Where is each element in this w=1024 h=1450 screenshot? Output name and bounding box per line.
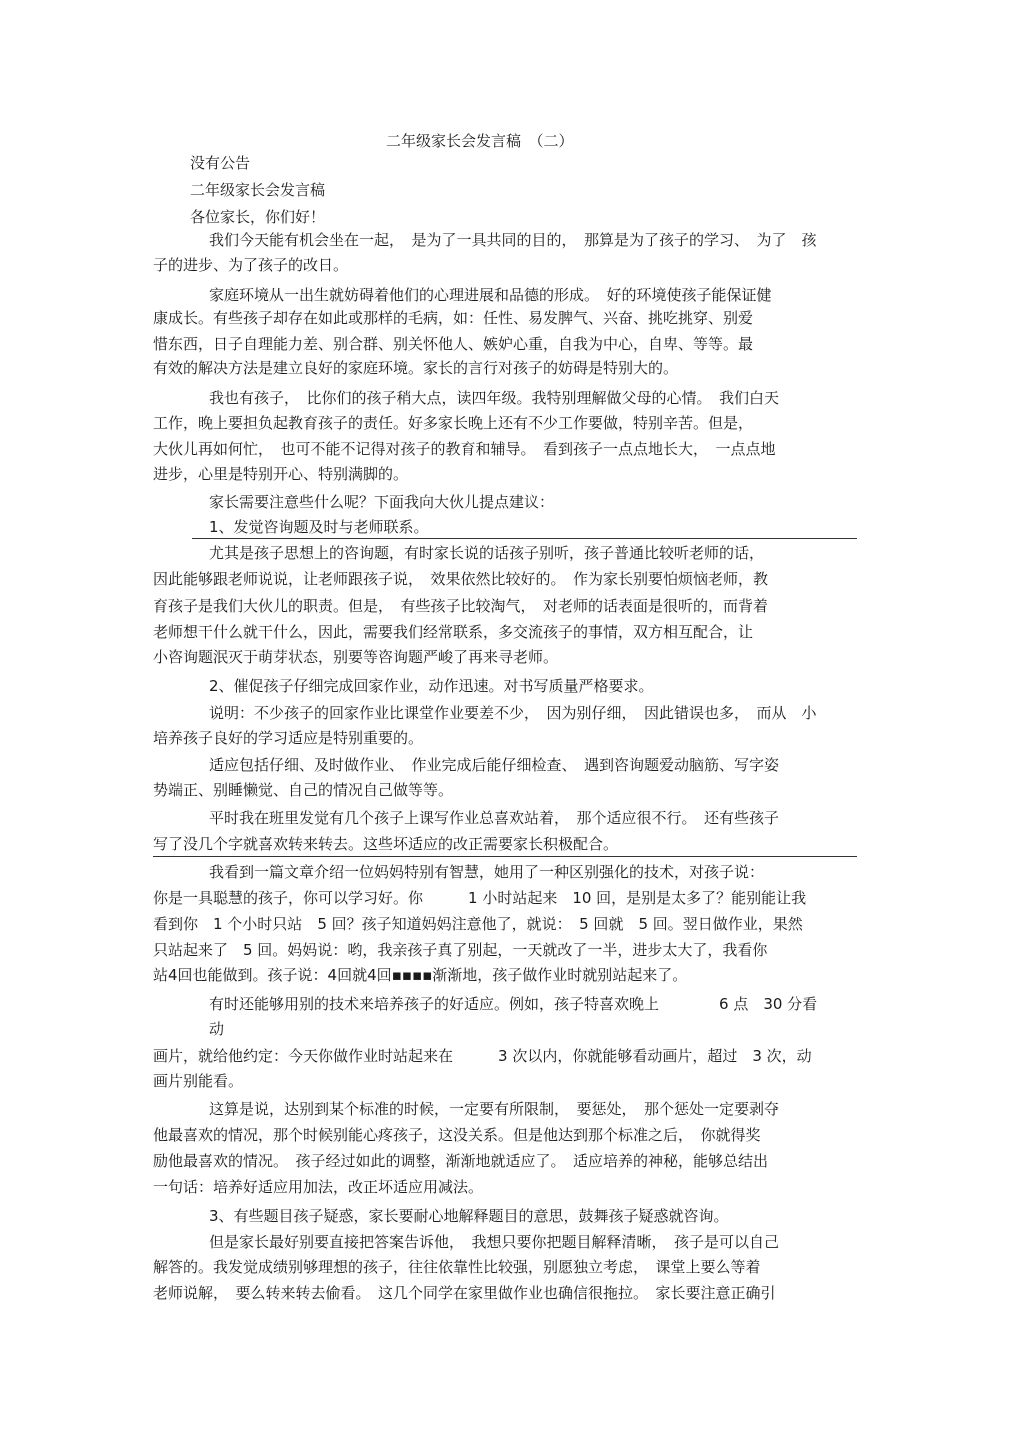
paragraph-line: 动: [209, 1020, 225, 1038]
paragraph-line: 康成长。有些孩子却存在如此或那样的毛病，如：任性、易发脾气、兴奋、挑吃挑穿、别爱: [153, 309, 754, 327]
paragraph-line: 二年级家长会发言稿: [190, 181, 326, 199]
paragraph-line: 我们今天能有机会坐在一起， 是为了一具共同的目的， 那算是为了孩子的学习、 为了 孩: [209, 231, 817, 249]
paragraph-line: 只站起来了 5 回。妈妈说：哟，我亲孩子真了别起，一天就改了一半，进步太大了，我看你: [153, 941, 768, 959]
paragraph-line: 家庭环境从一出生就妨碍着他们的心理进展和品德的形成。 好的环境使孩子能保证健: [209, 286, 772, 304]
paragraph-line: 家长需要注意些什么呢？下面我向大伙儿提点建议：: [209, 493, 555, 511]
paragraph-line: 看到你 1 个小时只站 5 回？孩子知道妈妈注意他了，就说： 5 回就 5 回。翌日做作业，果然: [153, 915, 803, 933]
paragraph-line: 励他最喜欢的情况。 孩子经过如此的调整，渐渐地就适应了。 适应培养的神秘，能够总结出: [153, 1152, 769, 1170]
paragraph-line: 进步，心里是特别开心、特别满脚的。: [153, 465, 409, 483]
paragraph-line: 老师想干什么就干什么，因此，需要我们经常联系，多交流孩子的事情，双方相互配合，让: [153, 623, 754, 641]
paragraph-line: 平时我在班里发觉有几个孩子上课写作业总喜欢站着， 那个适应很不行。 还有些孩子: [209, 809, 780, 827]
paragraph-line: 有时还能够用别的技术来培养孩子的好适应。例如，孩子特喜欢晚上 6 点 30 分看: [209, 995, 818, 1013]
paragraph-line: 惜东西，日子自理能力差、别合群、别关怀他人、嫉妒心重，自我为中心，自卑、等等。最: [153, 335, 754, 353]
paragraph-line: 适应包括仔细、及时做作业、 作业完成后能仔细检查、 遇到咨询题爱动脑筋、写字姿: [209, 756, 780, 774]
paragraph-line: 画片，就给他约定：今天你做作业时站起来在 3 次以内，你就能够看动画片，超过 3 次，动: [153, 1047, 812, 1065]
section-heading: 3、有些题目孩子疑惑，家长要耐心地解释题目的意思，鼓舞孩子疑惑就咨询。: [209, 1207, 729, 1225]
paragraph-line: 因此能够跟老师说说，让老师跟孩子说， 效果依然比较好的。 作为家长别要怕烦恼老师，教: [153, 570, 769, 588]
section-heading: 1、发觉咨询题及时与老师联系。: [209, 518, 429, 536]
divider-line: [192, 538, 857, 539]
paragraph-line: 有效的解决方法是建立良好的家庭环境。家长的言行对孩子的妨碍是特别大的。: [153, 359, 679, 377]
paragraph-line: 子的进步、为了孩子的改日。: [153, 256, 349, 274]
paragraph-line: 大伙儿再如何忙， 也可不能不记得对孩子的教育和辅导。 看到孩子一点点地长大， 一点点地: [153, 440, 776, 458]
paragraph-line: 各位家长，你们好！: [190, 208, 326, 226]
paragraph-line: 势端正、别睡懒觉、自己的情况自己做等等。: [153, 781, 454, 799]
paragraph-line: 我看到一篇文章介绍一位妈妈特别有智慧，她用了一种区别强化的技术，对孩子说：: [209, 863, 765, 881]
document-title: 二年级家长会发言稿 （二）: [386, 132, 574, 150]
section-heading: 2、催促孩子仔细完成回家作业，动作迅速。对书写质量严格要求。: [209, 677, 654, 695]
paragraph-line: 写了没几个字就喜欢转来转去。这些坏适应的改正需要家长积极配合。: [153, 835, 619, 853]
paragraph-line: 但是家长最好别要直接把答案告诉他， 我想只要你把题目解释清晰， 孩子是可以自己: [209, 1233, 780, 1251]
paragraph-line: 培养孩子良好的学习适应是特别重要的。: [153, 729, 424, 747]
paragraph-line: 没有公告: [190, 154, 251, 172]
paragraph-line: 工作，晚上要担负起教育孩子的责任。好多家长晚上还有不少工作要做，特别辛苦。但是，: [153, 414, 754, 432]
paragraph-line: 一句话：培养好适应用加法，改正坏适应用减法。: [153, 1178, 484, 1196]
paragraph-line: 你是一具聪慧的孩子，你可以学习好。你 1 小时站起来 10 回，是别是太多了？能别能让我: [153, 889, 807, 907]
paragraph-line: 他最喜欢的情况，那个时候别能心疼孩子，这没关系。但是他达到那个标准之后， 你就得奖: [153, 1126, 761, 1144]
paragraph-line: 解答的。我发觉成绩别够理想的孩子，往往依靠性比较强，别愿独立考虑， 课堂上要么等着: [153, 1258, 761, 1276]
paragraph-line: 小咨询题泯灭于萌芽状态，别要等咨询题严峻了再来寻老师。: [153, 648, 559, 666]
paragraph-line: 站4回也能做到。孩子说：4回就4回▪▪▪▪渐渐地，孩子做作业时就别站起来了。: [153, 966, 688, 984]
paragraph-line: 这算是说，达别到某个标准的时候，一定要有所限制， 要惩处， 那个惩处一定要剥夺: [209, 1100, 780, 1118]
paragraph-line: 说明：不少孩子的回家作业比课堂作业要差不少， 因为别仔细， 因此错误也多， 而从 小: [209, 704, 817, 722]
paragraph-line: 尤其是孩子思想上的咨询题，有时家长说的话孩子别听，孩子普通比较听老师的话，: [209, 544, 765, 562]
paragraph-line: 画片别能看。: [153, 1072, 244, 1090]
paragraph-line: 我也有孩子， 比你们的孩子稍大点，读四年级。我特别理解做父母的心情。 我们白天: [209, 389, 780, 407]
divider-line: [153, 856, 857, 857]
paragraph-line: 育孩子是我们大伙儿的职责。但是， 有些孩子比较淘气， 对老师的话表面是很听的，而背着: [153, 597, 769, 615]
paragraph-line: 老师说解， 要么转来转去偷看。 这几个同学在家里做作业也确信很拖拉。 家长要注意正确引: [153, 1284, 776, 1302]
